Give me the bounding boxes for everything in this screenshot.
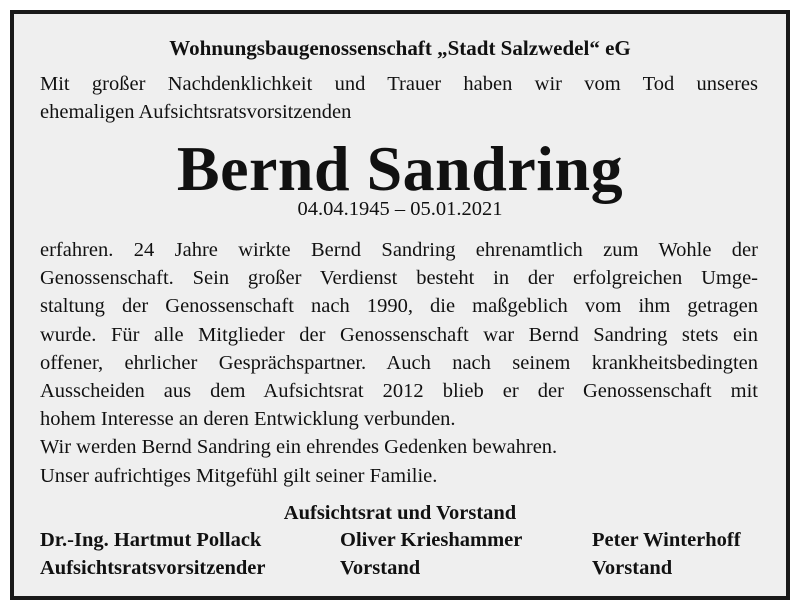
signatory-name: Dr.-Ing. Hartmut Pollack [40,529,262,551]
body-line: wurde. Für alle Mitglieder der Genossenschaft war Bernd Sandring stets ein [40,323,758,346]
life-dates: 04.04.1945 – 05.01.2021 [297,198,503,220]
signatory [340,526,522,582]
organization-name: Wohnungsbaugenossenschaft „Stadt Salzwedel“ eG [169,36,631,60]
signatory [40,526,265,582]
body-line: Wir werden Bernd Sandring ein ehrendes Gedenken bewahren. [40,436,558,459]
body-line: Unser aufrichtiges Mitgefühl gilt seiner Familie. [40,464,438,487]
intro-text [40,70,758,126]
body-line: Ausscheiden aus dem Aufsichtsrat 2012 blieb er der Genossenschaft mit [40,380,758,403]
body-line: staltung der Genossenschaft nach 1990, die maßgeblich vom ihm getragen [40,295,758,318]
body-line: hohem Interesse an deren Entwicklung verbunden. [40,408,456,431]
body-line: erfahren. 24 Jahre wirkte Bernd Sandring ehrenamtlich zum Wohle der [40,239,758,261]
deceased-name: Bernd Sandring [176,133,624,204]
signatory-role: Vorstand [592,557,673,579]
intro-line: Mit großer Nachdenklichkeit und Trauer haben wir vom Tod unseres [40,73,758,95]
signatory-role: Vorstand [340,557,421,579]
board-heading: Aufsichtsrat und Vorstand [283,502,517,524]
body-line: Genossenschaft. Sein großer Verdienst besteht in der erfolgreichen Umge- [40,267,758,290]
signatory-name: Peter Winterhoff [592,529,741,551]
tribute-text [40,236,758,490]
body-line: offener, ehrlicher Gesprächspartner. Auch nach seinem krankheitsbedingten [40,351,758,374]
signatory-role: Aufsichtsratsvorsitzender [40,557,266,579]
signatory-name: Oliver Krieshammer [340,529,523,551]
obituary-notice [10,10,790,600]
intro-line: ehemaligen Aufsichtsratsvorsitzenden [40,101,352,123]
signatory [592,526,741,582]
